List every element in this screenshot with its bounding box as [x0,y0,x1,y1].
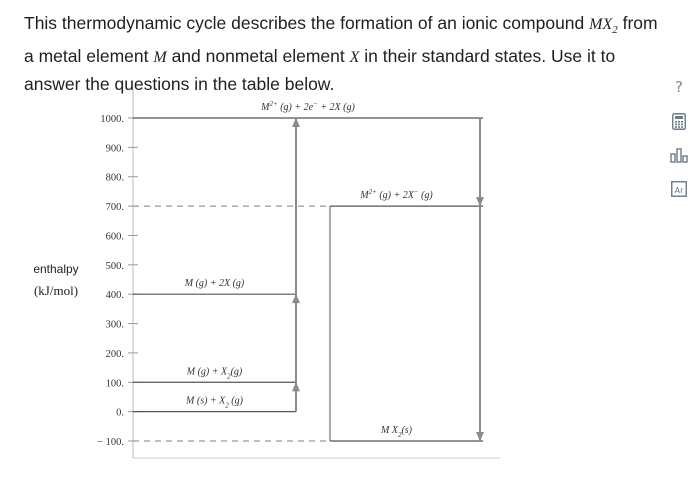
compound-subscript: 2 [612,24,618,37]
bar-chart-glyph [670,147,688,163]
question-part-2: from a metal element [24,13,658,67]
arrow-electron-affinity-head [476,197,484,206]
level-M2plus-gas-electrons-label: $M^{2+}$ (g) + 2e− + 2X (g) [261,100,355,113]
y-tick-label: − 100. [97,437,124,448]
arrow-dissociation-head [292,294,300,303]
y-tick-label: 400. [105,290,124,302]
arrow-lattice-formation-head [476,432,484,441]
help-glyph: ? [675,78,683,96]
y-axis-label: enthalpy [33,262,79,276]
level-M-solid-X2-gas-label: M $(s) + X_2$ (g) [186,395,243,410]
level-M-gas-2X-gas-label: M (g) + 2X (g) [184,278,245,290]
arrow-sublimation-head [292,382,300,391]
help-icon[interactable] [670,78,688,96]
y-tick-label: 800. [105,172,124,184]
calculator-glyph [672,113,686,130]
y-tick-label: 900. [105,143,124,155]
y-tick-label: 0. [116,407,124,419]
question-part-4: in their standard states. Use it to answer the questions in the table below. [24,46,616,95]
y-tick-label: 600. [105,231,124,243]
y-tick-label: 300. [105,319,124,331]
y-tick-label: 700. [105,202,124,214]
periodic-table-icon[interactable] [670,180,688,198]
compound-symbol: MX [589,16,613,33]
level-M-gas-X2-gas-label: M $(g) + X_2(g)$ [186,366,243,381]
level-MX2-solid-label: M $X_2(s)$ [380,425,413,439]
arrow-ionization-head [292,118,300,127]
question-part-3: and nonmetal element [166,46,350,67]
y-axis-unit: (kJ/mol) [33,283,79,298]
question-part-1: This thermodynamic cycle describes the formation of an ionic compound [24,13,590,33]
y-tick-label: 200. [105,348,124,360]
y-tick-label: 100. [105,378,124,390]
y-tick-label: 500. [105,260,124,272]
bar-chart-icon[interactable] [670,146,688,164]
metal-symbol: M [153,49,167,67]
nonmetal-symbol: X [349,49,360,67]
y-tick-label: 1000. [100,114,124,125]
periodic-table-symbol: Ar [674,186,684,195]
calculator-icon[interactable] [670,112,688,130]
level-M2plus-Xminus-gas-label: $M^{2+}$ (g) + 2X− (g) [360,188,433,202]
periodic-table-glyph [671,181,687,197]
